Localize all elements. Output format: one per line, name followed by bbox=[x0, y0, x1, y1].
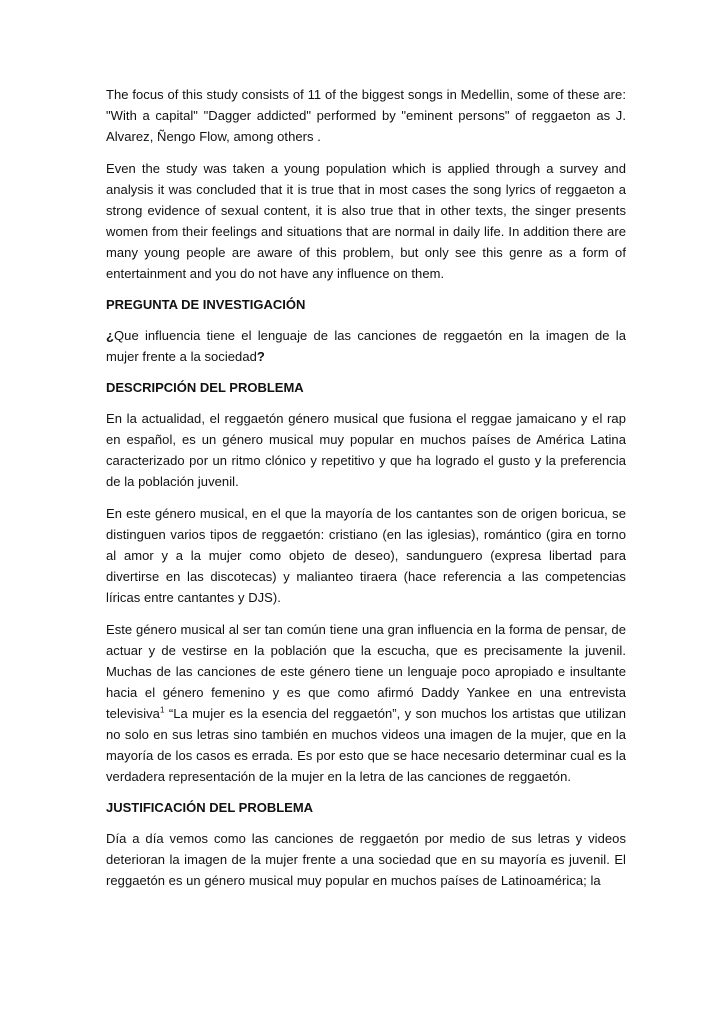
question-open-mark: ¿ bbox=[106, 328, 114, 343]
footnote-marker: 1 bbox=[159, 705, 165, 715]
influence-text-end: “La mujer es la esencia del reggaetón”, y son muchos los artistas que utilizan no solo en sus letras sino también en muchos videos una imagen de la mujer, que en la mayoría de los casos es errada. Es por esto que se hace necesario determinar cual es la verdadera representación de la mujer en la letra de las canciones de reggaetón. bbox=[106, 706, 626, 784]
heading-problem-justification: JUSTIFICACIÓN DEL PROBLEMA bbox=[106, 800, 314, 815]
influence-text-start: Este género musical al ser tan común tiene una gran influencia en la forma de pensar, de actuar y de vestirse en la población que la escucha, que es precisamente la juvenil. Muchas de las canciones de este género tiene un lenguaje poco apropiado e insultante hacia el género femenino y es que como afirmó Daddy Yankee en una entrevista televisiva bbox=[106, 622, 626, 721]
paragraph-reggaeton-definition: En la actualidad, el reggaetón género musical que fusiona el reggae jamaicano y el rap en español, es un género musical muy popular en muchos países de América Latina caracterizado por un ritmo clónico y repetitivo y que ha logrado el gusto y la preferencia de la población juvenil. bbox=[106, 411, 626, 489]
paragraph-reggaeton-influence bbox=[106, 619, 626, 787]
question-text: Que influencia tiene el lenguaje de las canciones de reggaetón en la imagen de la mujer frente a la sociedad bbox=[106, 328, 626, 364]
paragraph-reggaeton-types: En este género musical, en el que la mayoría de los cantantes son de origen boricua, se distinguen varios tipos de reggaetón: cristiano (en las iglesias), romántico (gira en torno al amor y a la mujer como objeto de deseo), sandunguero (expresa libertad para divertirse en las discotecas) y malianteo tiraera (hace referencia a las competencias líricas entre cantantes y DJS). bbox=[106, 506, 626, 605]
question-close-mark: ? bbox=[256, 349, 265, 364]
paragraph-study-population: Even the study was taken a young population which is applied through a survey and analysis it was concluded that it is true that in most cases the song lyrics of reggaeton a strong evidence of sexual content, it is also true that in other texts, the singer presents women from their feelings and situations that are normal in daily life. In addition there are many young people are aware of this problem, but only see this genre as a form of entertainment and you do not have any influence on them. bbox=[106, 161, 626, 281]
paragraph-study-focus: The focus of this study consists of 11 of the biggest songs in Medellin, some of these are: "With a capital" "Dagger addicted" performed by "eminent persons" of reggaeton as J. Alvarez, Ñengo Flow, among others . bbox=[106, 87, 626, 144]
heading-research-question: PREGUNTA DE INVESTIGACIÓN bbox=[106, 297, 306, 312]
document-page bbox=[106, 84, 626, 902]
heading-problem-description: DESCRIPCIÓN DEL PROBLEMA bbox=[106, 380, 304, 395]
research-question bbox=[106, 325, 626, 367]
paragraph-justification: Día a día vemos como las canciones de reggaetón por medio de sus letras y videos deterioran la imagen de la mujer frente a una sociedad que en su mayoría es juvenil. El reggaetón es un género musical muy popular en muchos países de Latinoamérica; la bbox=[106, 831, 626, 888]
